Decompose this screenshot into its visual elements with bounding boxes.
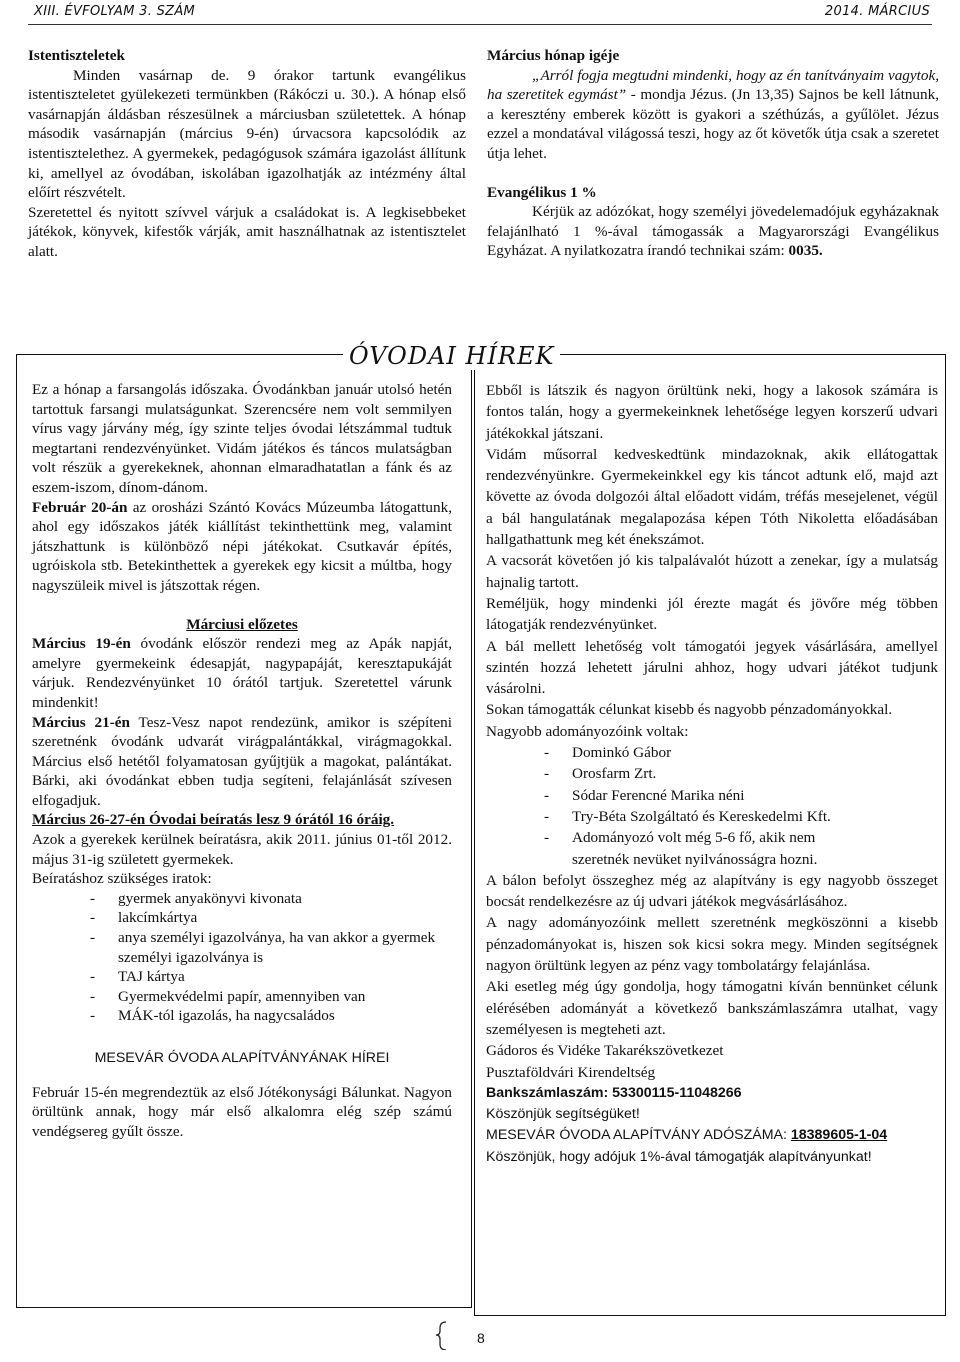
alapitvany-paragraph: Február 15-én megrendeztük az első Jótékonysági Bálunkat. Nagyon örültünk annak, hogy már első alkalomra elég szép számú vendégsereg gyűlt össze.: [32, 1083, 452, 1140]
beiratas-title: Március 26-27-én Óvodai beíratás lesz 9 órától 16 óráig.: [32, 811, 395, 829]
ovoda-left-column: [32, 380, 452, 1141]
egyszazalek-title: Evangélikus 1 %: [487, 183, 597, 201]
beiratas-text: Azok a gyerekek kerülnek beíratásra, akik 2011. június 01-től 2012. május 31-ig született gyermekek.: [32, 831, 452, 868]
bal-paragraph-5: A bál mellett lehetőség volt támogatói jegyek vásárlására, amellyel szintén hozzá lehetett járulni ahhoz, hogy udvari játékot tudjunk vásárolni.: [486, 637, 938, 698]
issue-label: XIII. ÉVFOLYAM 3. SZÁM: [34, 4, 196, 19]
list-item: - Adományozó volt még 5-6 fő, akik nem szeretnék nevüket nyilvánosságra hozni.: [544, 829, 818, 868]
list-item: - MÁK-tól igazolás, ha nagycsaládos: [90, 1007, 335, 1025]
iratok-label: Beíratáshoz szükséges iratok:: [32, 870, 212, 888]
ige-quote: „Arról fogja megtudni mindenki, hogy az én tanítványaim vagytok, ha szeretitek egymást”: [487, 66, 939, 104]
list-item: - Sódar Ferencné Marika néni: [544, 786, 745, 804]
elozetes-title: Márciusi előzetes: [186, 615, 298, 633]
ado-number: 18389605-1-04: [790, 1127, 888, 1144]
ado-label: MESEVÁR ÓVODA ALAPÍTVÁNY ADÓSZÁMA:: [486, 1127, 791, 1144]
bal-paragraph-8: A bálon befolyt összeghez még az alapítvány is egy nagyobb összeget bocsát rendelkezésre az új udvari játékok megvásárlásához.: [486, 871, 938, 911]
farsang-paragraph: Ez a hónap a farsangolás időszaka. Óvodánkban január utolsó hetén tartottuk farsangi mulatságunkat. Szerencsére nem volt semmilyen vírus vagy járvány még, így szinte teljes óvodai létszámmal tudtuk megtartani rendezvényünket. Vidám játékos és táncos mulatságban volt részük a gyerekeknek, ahonnan elmaradhatatlan a fánk és az eszem-iszom, dínom-dánom.: [32, 381, 452, 496]
ige-section: [487, 46, 939, 261]
bank-name: Gádoros és Vidéke Takarékszövetkezet: [486, 1042, 724, 1060]
egyszazalek-text: Kérjük az adózókat, hogy személyi jövedelemadójuk egyházaknak felajánlható 1 %-ával támogassák a Magyarországi Evangélikus Egyházat. A nyilatkozatra írandó technikai szám:: [487, 203, 939, 260]
muzeum-date: Február 20-án: [32, 498, 128, 516]
thanks-text: Köszönjük segítségüket!: [486, 1106, 640, 1123]
list-item: - Try-Béta Szolgáltató és Kereskedelmi Kft.: [544, 807, 831, 825]
list-item: - TAJ kártya: [90, 968, 185, 986]
bal-paragraph-6: Sokan támogatták célunkat kisebb és nagyobb pénzadományokkal.: [486, 701, 893, 719]
list-item: - gyermek anyakönyvi kivonata: [90, 889, 302, 907]
list-item: - Gyermekvédelmi papír, amennyiben van: [90, 987, 366, 1005]
ige-title: Március hónap igéje: [487, 47, 620, 64]
bank-account: Bankszámlaszám: 53300115-11048266: [486, 1084, 742, 1101]
page-header: [0, 0, 960, 28]
list-item: - Orosfarm Zrt.: [544, 765, 657, 783]
list-item: - anya személyi igazolványa, ha van akkor a gyermek személyi igazolványa is: [90, 929, 436, 966]
ovoda-right-column: [486, 380, 938, 1168]
list-item: - lakcímkártya: [90, 909, 198, 927]
egyszazalek-code: 0035.: [788, 242, 823, 260]
apak-napja-date: Március 19-én: [32, 635, 131, 653]
list-item: - Dominkó Gábor: [544, 744, 672, 762]
ovoda-title: ÓVODAI HÍREK: [343, 342, 560, 370]
istentisztelet-section: [28, 46, 466, 262]
bal-paragraph-4: Reméljük, hogy mindenki jól érezte magát és jövőre még többen látogatják rendezvényünket.: [486, 594, 938, 634]
bal-paragraph-2: Vidám műsorral kedveskedtünk mindazoknak, akik ellátogattak rendezvényünkre. Gyermekeinkkel egy kis táncot adtunk elő, majd azt követte az óvoda dolgozói által előadott vidám, tréfás mesejelenet, végül a bál hangulatának megalapozása képen Tóth Nikoletta előadásában hallgathattunk meg két énekszámot.: [486, 445, 938, 549]
alapitvany-title: MESEVÁR ÓVODA ALAPÍTVÁNYÁNAK HÍREI: [94, 1050, 390, 1066]
istentisztelet-title: Istentiszteletek: [28, 47, 125, 64]
bal-paragraph-10: Aki esetleg még úgy gondolja, hogy támogatni kíván bennünket célunk elérésében adományát a következő bankszámlaszámra utalhat, vagy személyesen is megteheti azt.: [486, 978, 938, 1038]
bal-paragraph-3: A vacsorát követően jó kis talpalávalót húzott a zenekar, így a mulatság hajnalig tartott.: [486, 552, 938, 591]
bal-paragraph-9: A nagy adományozóink mellett szeretnénk megköszönni a kisebb pénzadományokat is, hiszen sok kicsi sokra megy. Minden segítségnek nagyon örültünk legyen az pénz vagy tombolatárgy felajánlása.: [486, 914, 938, 975]
page-brace: [436, 1320, 516, 1350]
ige-rest: - mondja Jézus. (Jn 13,35) Sajnos be kell látnunk, a keresztény emberek között is gyakori a széthúzás, a gyűlölet. Jézus ezzel a mondatával világossá teszi, hogy az őt követők útja csak a szeretet útja lehet.: [487, 86, 939, 162]
bank-branch: Pusztaföldvári Kirendeltség: [486, 1063, 656, 1081]
page-number: 8: [477, 1330, 485, 1346]
thanks-ado-text: Köszönjük, hogy adójuk 1%-ával támogatják alapítványunkat!: [486, 1148, 872, 1165]
tesz-vesz-date: Március 21-én: [32, 713, 130, 731]
tesz-vesz-text: Tesz-Vesz napot rendezünk, amikor is szépíteni szeretnénk óvodánk udvarát virágpalántákkal, virágmagokkal. Március első hetétől folyamatosan gyűjtjük a magokat, palántákat. Bárki, aki óvodánkat ebben tudja segíteni, felajánlását szívesen elfogadjuk.: [32, 713, 452, 809]
donors-list: [486, 742, 938, 870]
iratok-list: [32, 889, 452, 1026]
apak-napja-text: óvodánk először rendezi meg az Apák napját, amelyre gyermekeink édesapját, nagypapáját, keresztapukáját várjuk. Rendezvényünket 10 órától tartjuk. Szeretettel várunk mindenkit!: [32, 635, 452, 711]
date-label: 2014. MÁRCIUS: [824, 4, 930, 19]
header-rule: [28, 24, 932, 25]
istentisztelet-p2: Szeretettel és nyitott szívvel várjuk a családokat is. A legkisebbeket játékok, könyvek, kifestők várják, amit használhatnak az istentisztelet alatt.: [28, 203, 466, 260]
bal-paragraph-1: Ebből is látszik és nagyon örültünk neki, hogy a lakosok számára is fontos talán, hogy a gyermekeinknek lehetősége legyen korszerű udvari játékokkal játszani.: [486, 382, 938, 442]
istentisztelet-p1: Minden vasárnap de. 9 órakor tartunk evangélikus istentiszteletet gyülekezeti termünkben (Rákóczi u. 30.). A hónap első vasárnapján áldásban részesülnek a márciusban születettek. A hónap második vasárnapján (március 9-én) úrvacsora kapcsolódik az istentisztelethez. A gyermekek, pedagógusok számára igazolást állítunk ki, amellyel az óvodában, iskolában igazolhatják az intézmény által előírt részvételt.: [28, 66, 466, 202]
donors-label: Nagyobb adományozóink voltak:: [486, 722, 689, 740]
muzeum-paragraph: az orosházi Szántó Kovács Múzeumba látogattunk, ahol egy időszakos játék kiállítást tekinthettünk meg, valamint játszhattunk is különböző népi játékokat. Csutkavár építés, ugróiskola stb. Betekinthettek a gyerekek egy kicsit a múltba, hogy nagyszüleik mivel is játszottak régen.: [32, 498, 452, 594]
